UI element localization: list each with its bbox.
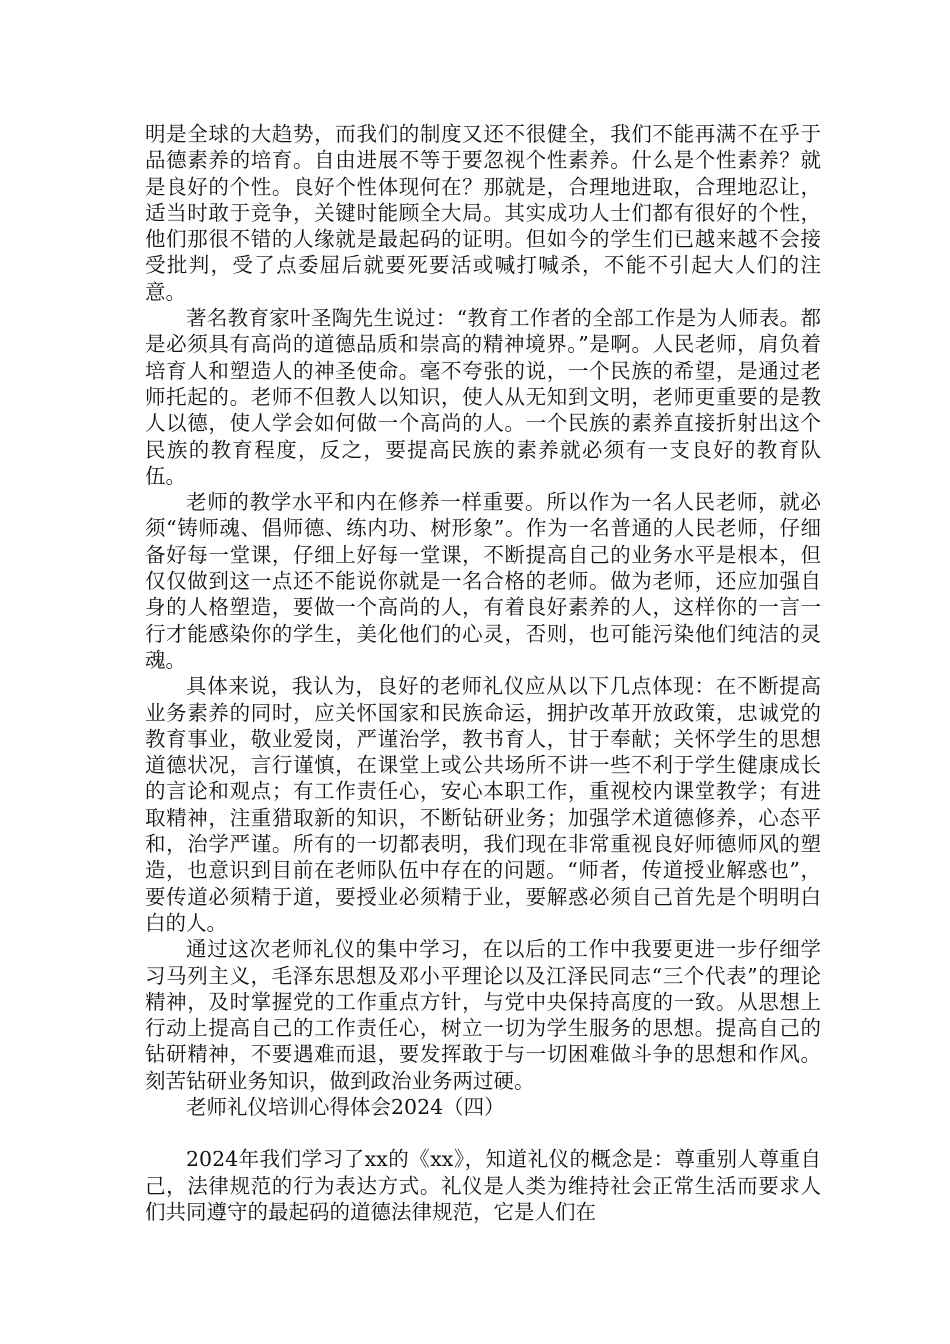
document-page	[145, 121, 821, 1225]
paragraph-teaching-level: 老师的教学水平和内在修养一样重要。所以作为一名人民老师，就必须“铸师魂、倡师德、练内功、树形象”。作为一名普通的人民老师，仔细备好每一堂课，仔细上好每一堂课，不断提高自己的业务水平是根本，但仅仅做到这一点还不能说你就是一名合格的老师。做为老师，还应加强自身的人格塑造，要做一个高尚的人，有着良好素养的人，这样你的一言一行才能感染你的学生，美化他们的心灵，否则，也可能污染他们纯洁的灵魂。	[145, 490, 821, 672]
blank-line	[145, 1120, 821, 1146]
paragraph-teacher-etiquette: 具体来说，我认为，良好的老师礼仪应从以下几点体现：在不断提高业务素养的同时，应关怀国家和民族命运，拥护改革开放政策，忠诚党的教育事业，敬业爱岗，严谨治学，教书育人，甘于奉献；关怀学生的思想道德状况，言行谨慎，在课堂上或公共场所不讲一些不利于学生健康成长的言论和观点；有工作责任心，安心本职工作，重视校内课堂教学；有进取精神，注重猎取新的知识，不断钻研业务；加强学术道德修养，心态平和，治学严谨。所有的一切都表明，我们现在非常重视良好师德师风的塑造，也意识到目前在老师队伍中存在的问题。“师者，传道授业解惑也”，要传道必须精于道，要授业必须精于业，要解惑必须自己首先是个明明白白的人。	[145, 674, 821, 935]
paragraph-study-plan: 通过这次老师礼仪的集中学习，在以后的工作中我要更进一步仔细学习马列主义，毛泽东思想及邓小平理论以及江泽民同志“三个代表”的理论精神，及时掌握党的工作重点方针，与党中央保持高度的一致。从思想上行动上提高自己的工作责任心，树立一切为学生服务的思想。提高自己的钻研精神，不要遇难而退，要发挥敢于与一切困难做斗争的思想和作风。刻苦钻研业务知识，做到政治业务两过硬。	[145, 937, 821, 1093]
paragraph-ye-shengtao-quote: 著名教育家叶圣陶先生说过：“教育工作者的全部工作是为人师表。都是必须具有高尚的道德品质和崇高的精神境界。”是啊。人民老师，肩负着培育人和塑造人的神圣使命。毫不夸张的说，一个民族的希望，是通过老师托起的。老师不但教人以知识，使人从无知到文明，老师更重要的是教人以德，使人学会如何做一个高尚的人。一个民族的素养直接折射出这个民族的教育程度，反之，要提高民族的素养就必须有一支良好的教育队伍。	[145, 306, 821, 488]
section-title: 老师礼仪培训心得体会2024（四）	[186, 1094, 505, 1119]
paragraph-closing: 2024年我们学习了xx的《xx》，知道礼仪的概念是：尊重别人尊重自己，法律规范的行为表达方式。礼仪是人类为维持社会正常生活而要求人们共同遵守的最起码的道德法律规范，它是人们在	[145, 1147, 821, 1224]
paragraph-continued: 明是全球的大趋势，而我们的制度又还不很健全，我们不能再满不在乎于品德素养的培育。自由进展不等于要忽视个性素养。什么是个性素养？就是良好的个性。良好个性体现何在？那就是，合理地进取，合理地忍让，适当时敢于竞争，关键时能顾全大局。其实成功人士们都有很好的个性，他们那很不错的人缘就是最起码的证明。但如今的学生们已越来越不会接受批判，受了点委屈后就要死要活或喊打喊杀，不能不引起大人们的注意。	[145, 122, 821, 304]
